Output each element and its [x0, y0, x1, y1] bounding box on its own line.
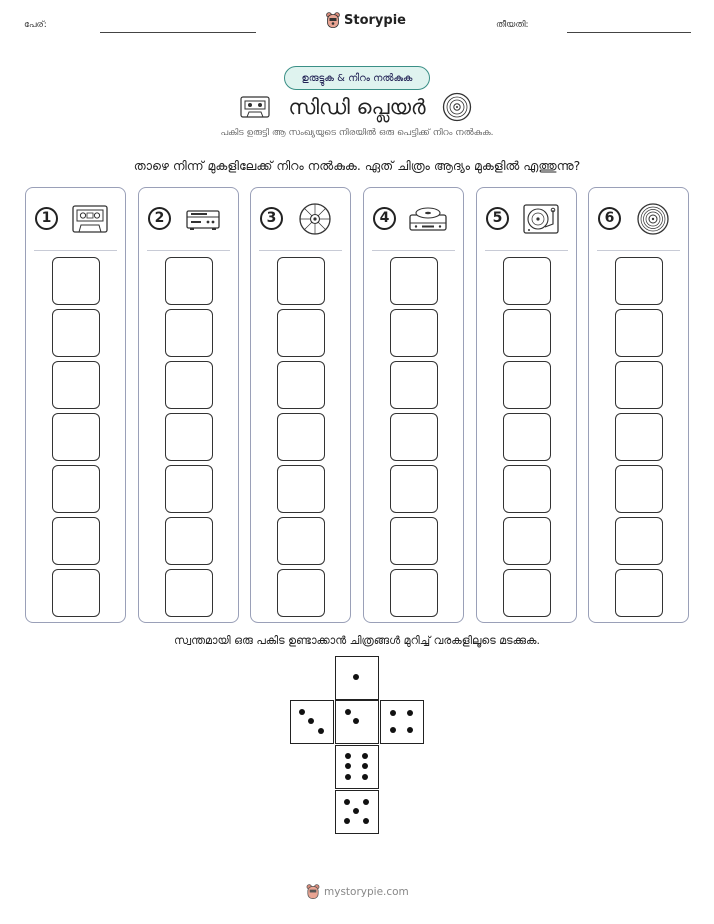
brand-logo [326, 12, 406, 29]
color-box[interactable] [503, 569, 551, 617]
column-header [477, 188, 576, 250]
column-6 [588, 187, 689, 623]
column-number: 2 [148, 207, 171, 230]
color-box[interactable] [52, 361, 100, 409]
instruction: താഴെ നിന്ന് മുകളിലേക്ക് നിറം നൽകുക. ഏത് ചിത്രം ആദ്യം മുകളിൽ എത്തുന്നു? [133, 158, 581, 173]
die-face-3 [290, 700, 334, 744]
color-box[interactable] [390, 465, 438, 513]
fold-instruction: സ്വന്തമായി ഒരു പകിട ഉണ്ടാക്കാൻ ചിത്രങ്ങൾ മുറിച്ച് വരകളിലൂടെ മടക്കുക. [174, 634, 540, 647]
color-box[interactable] [615, 309, 663, 357]
color-box[interactable] [615, 361, 663, 409]
column-number: 1 [35, 207, 58, 230]
column-number: 6 [598, 207, 621, 230]
column-header [251, 188, 350, 250]
cassette-icon [70, 202, 110, 236]
column-divider [34, 250, 117, 251]
disc-player-icon [408, 202, 448, 236]
color-box[interactable] [52, 309, 100, 357]
color-box[interactable] [277, 517, 325, 565]
column-5 [476, 187, 577, 623]
color-box[interactable] [277, 257, 325, 305]
color-box[interactable] [390, 309, 438, 357]
color-box[interactable] [277, 569, 325, 617]
color-box[interactable] [52, 413, 100, 461]
subtitle: പകിട ഉരുട്ടി ആ സംഖ്യയുടെ നിരയിൽ ഒരു പെട്ടിക്ക് നിറം നൽകുക. [220, 128, 494, 138]
color-box[interactable] [52, 569, 100, 617]
color-box[interactable] [503, 309, 551, 357]
column-2 [138, 187, 239, 623]
color-box[interactable] [52, 517, 100, 565]
color-box[interactable] [165, 309, 213, 357]
column-header [589, 188, 688, 250]
column-number: 3 [260, 207, 283, 230]
column-header [139, 188, 238, 250]
column-4 [363, 187, 464, 623]
column-divider [485, 250, 568, 251]
footer-url[interactable]: mystorypie.com [324, 886, 409, 898]
footer [306, 884, 409, 900]
color-box[interactable] [503, 361, 551, 409]
column-divider [147, 250, 230, 251]
cd-player-icon [183, 202, 223, 236]
color-box[interactable] [52, 257, 100, 305]
color-box[interactable] [390, 257, 438, 305]
color-box[interactable] [615, 257, 663, 305]
color-box[interactable] [615, 465, 663, 513]
die-face-5 [335, 700, 379, 744]
date-label: തീയതി: [496, 20, 529, 30]
column-divider [259, 250, 342, 251]
die-net [290, 656, 424, 836]
color-box[interactable] [390, 569, 438, 617]
color-box[interactable] [277, 465, 325, 513]
bear-logo-icon [306, 884, 320, 900]
column-divider [597, 250, 680, 251]
color-box[interactable] [503, 517, 551, 565]
die-face-5-bottom [335, 790, 379, 834]
color-box[interactable] [277, 361, 325, 409]
column-header [364, 188, 463, 250]
color-box[interactable] [615, 569, 663, 617]
color-box[interactable] [503, 257, 551, 305]
color-box[interactable] [165, 361, 213, 409]
vinyl-record-icon [633, 202, 673, 236]
color-box[interactable] [390, 413, 438, 461]
activity-tag: ഉരുട്ടുക & നിറം നൽകുക [284, 66, 430, 90]
color-box[interactable] [165, 517, 213, 565]
die-face-1 [335, 656, 379, 700]
turntable-icon [521, 202, 561, 236]
vinyl-title-icon [442, 92, 472, 122]
column-number: 4 [373, 207, 396, 230]
die-face-4 [380, 700, 424, 744]
color-box[interactable] [277, 413, 325, 461]
die-face-6 [335, 745, 379, 789]
page-title: സിഡി പ്ലെയർ [288, 95, 426, 119]
color-box[interactable] [165, 413, 213, 461]
date-line[interactable] [567, 32, 691, 33]
color-box[interactable] [503, 465, 551, 513]
cassette-title-icon [240, 96, 270, 118]
color-box[interactable] [503, 413, 551, 461]
color-box[interactable] [615, 413, 663, 461]
column-1 [25, 187, 126, 623]
color-box[interactable] [390, 517, 438, 565]
column-divider [372, 250, 455, 251]
color-box[interactable] [615, 517, 663, 565]
color-box[interactable] [165, 257, 213, 305]
name-label: പേര്: [24, 20, 47, 30]
color-box[interactable] [52, 465, 100, 513]
color-box[interactable] [390, 361, 438, 409]
column-header [26, 188, 125, 250]
column-number: 5 [486, 207, 509, 230]
cd-disc-icon [295, 202, 335, 236]
bear-logo-icon [326, 12, 340, 29]
column-3 [250, 187, 351, 623]
name-line[interactable] [100, 32, 256, 33]
color-box[interactable] [165, 569, 213, 617]
color-box[interactable] [277, 309, 325, 357]
brand-name: Storypie [344, 13, 406, 28]
color-box[interactable] [165, 465, 213, 513]
